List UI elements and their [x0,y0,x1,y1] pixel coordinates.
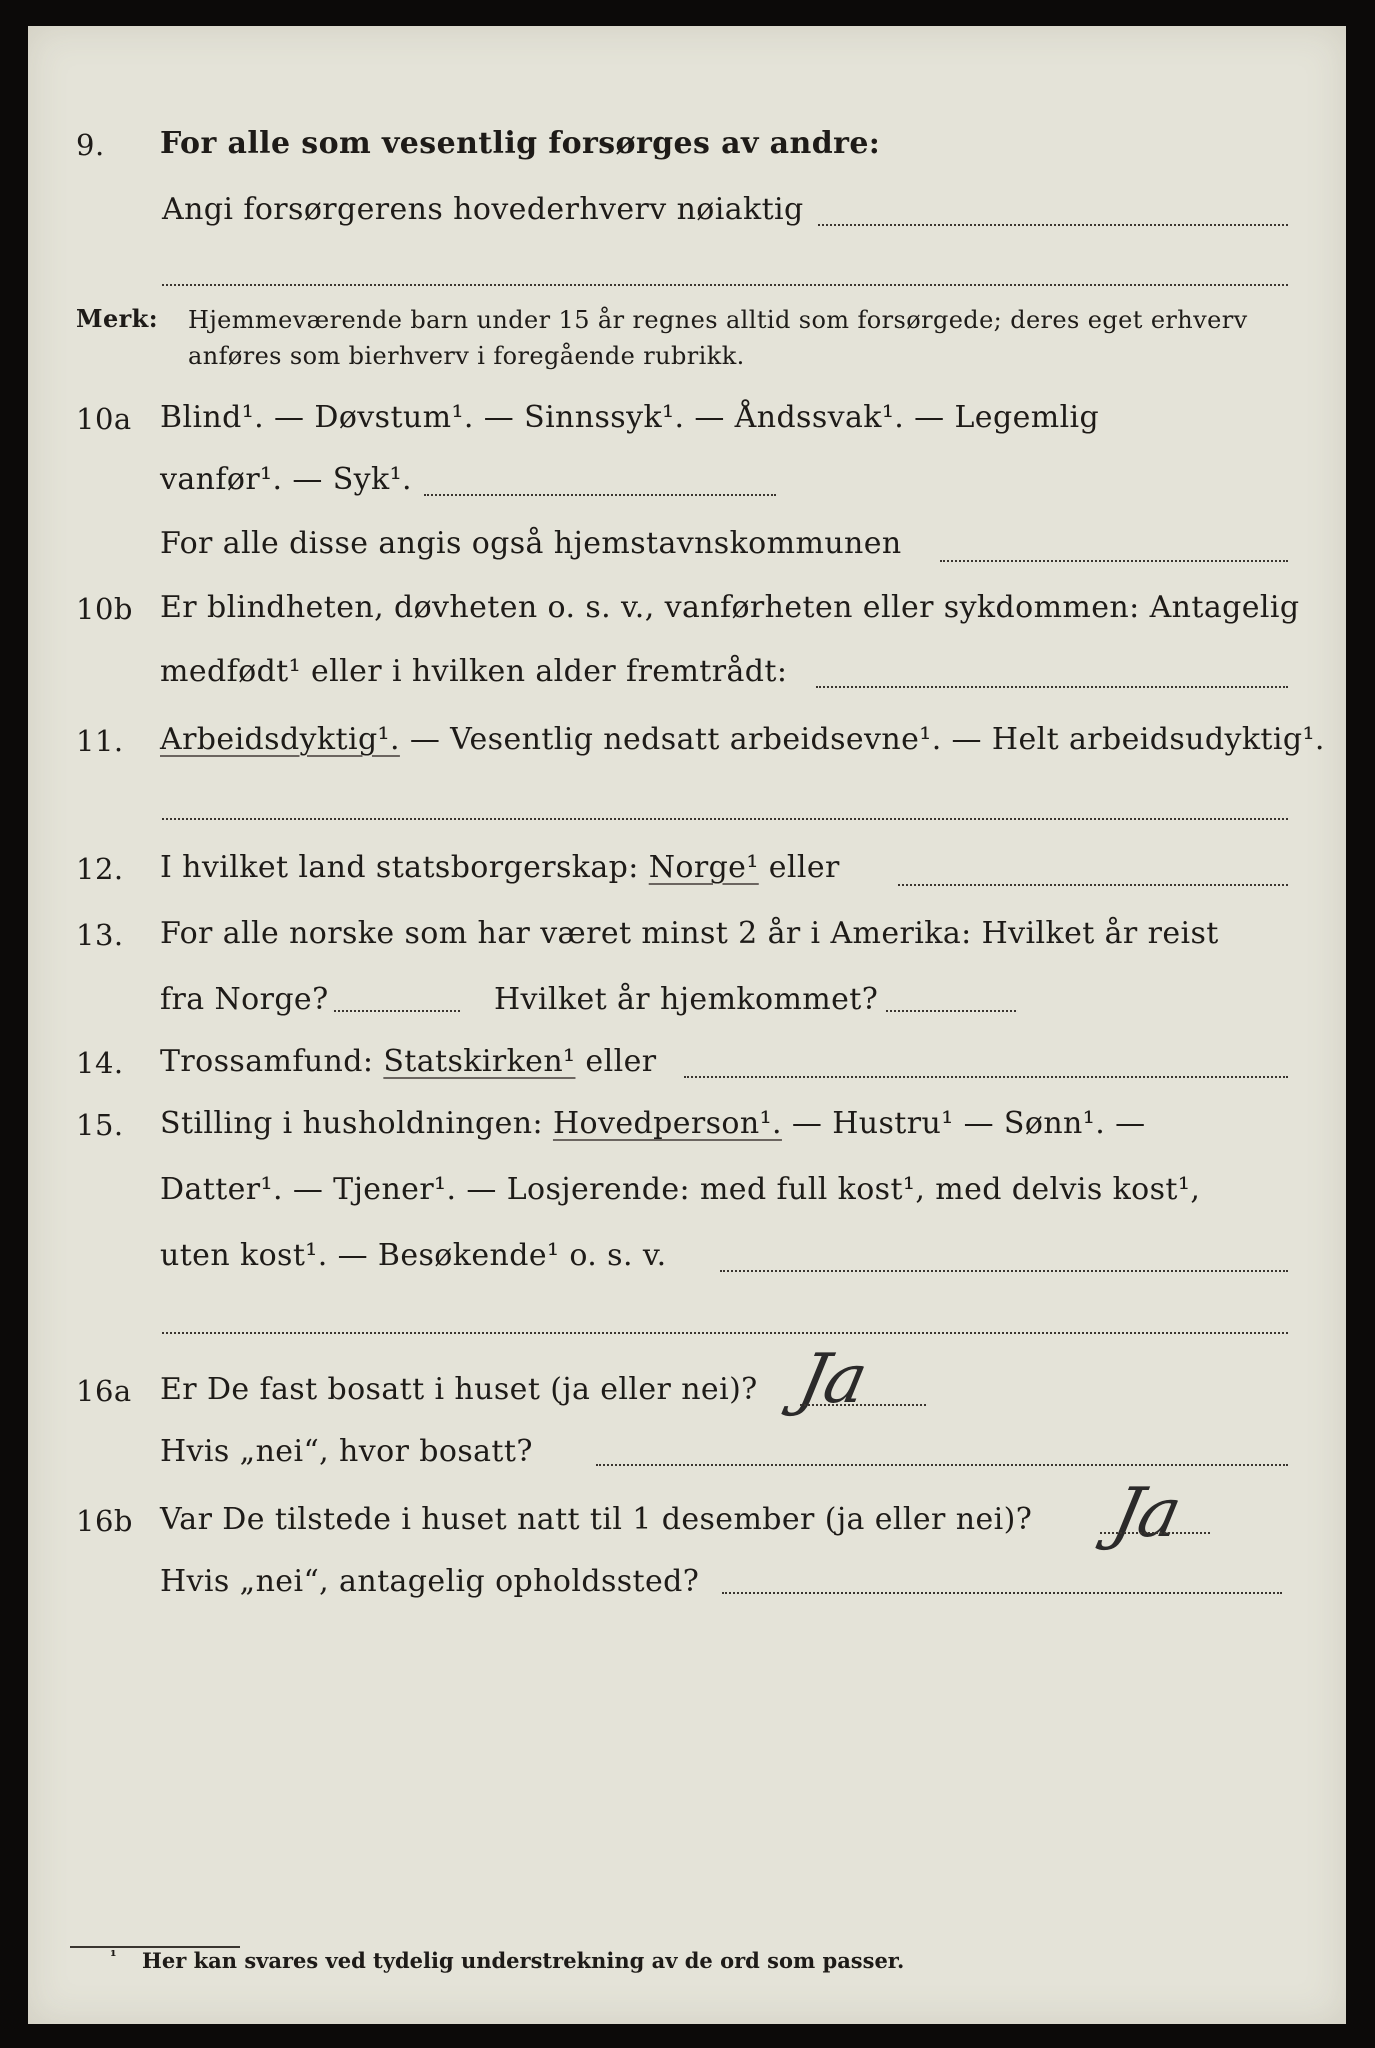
question-number: 15. [76,1108,124,1142]
answer-line[interactable] [162,1332,1288,1334]
answer-line[interactable] [722,1592,1282,1594]
answer-line[interactable] [596,1464,1288,1466]
option-hovedperson[interactable]: Hovedperson¹. [552,1106,782,1141]
question-text: For alle som vesentlig forsørges av andre: [160,126,881,161]
answer-line[interactable] [816,686,1288,688]
question-number: 9. [76,128,105,162]
question-number: 10b [76,592,133,626]
question-text: — Hustru¹ — Sønn¹. — [781,1106,1146,1141]
question-number: 10a [76,402,132,436]
answer-line[interactable] [818,224,1288,226]
question-text: Er De fast bosatt i huset (ja eller nei)? [160,1372,758,1407]
question-number: 13. [76,918,124,952]
question-text: medfødt¹ eller i hvilken alder fremtrådt: [160,654,788,689]
question-number: 16a [76,1374,132,1408]
answer-line[interactable] [162,284,1288,286]
handwritten-answer: Ja [791,1340,873,1419]
question-number: 12. [76,852,124,886]
answer-line[interactable] [940,560,1288,562]
answer-line[interactable] [424,494,776,496]
note-label: Merk: [76,304,158,333]
question-text: fra Norge? [160,982,329,1017]
question-text: Trossamfund: [160,1044,384,1079]
question-text: vanfør¹. — Syk¹. [160,462,412,497]
question-text: uten kost¹. — Besøkende¹ o. s. v. [160,1238,667,1273]
question-number: 16b [76,1504,133,1538]
question-text: Hvis „nei“, hvor bosatt? [160,1434,533,1469]
answer-line[interactable] [800,1404,926,1406]
question-text: eller [575,1044,657,1079]
note-text: Hjemmeværende barn under 15 år regnes alltid som forsørgede; deres eget erhverv [188,306,1248,334]
question-text: For alle norske som har været minst 2 år i Amerika: Hvilket år reist [160,916,1219,951]
footnote-text: Her kan svares ved tydelig understrekning av de ord som passer. [142,1948,905,1973]
answer-line[interactable] [886,1010,1016,1012]
answer-line[interactable] [684,1076,1288,1078]
answer-line[interactable] [720,1270,1288,1272]
question-text: Er blindheten, døvheten o. s. v., vanførheten eller sykdommen: Antagelig [160,590,1300,625]
question-text: Hvilket år hjemkommet? [494,982,879,1017]
option-arbeidsdyktig[interactable]: Arbeidsdyktig¹. [160,722,400,757]
question-text: Var De tilstede i huset natt til 1 desember (ja eller nei)? [160,1502,1033,1537]
answer-line[interactable] [1100,1532,1210,1534]
question-number: 14. [76,1046,124,1080]
footnote-mark: ¹ [110,1947,117,1965]
answer-line[interactable] [334,1010,460,1012]
option-norge[interactable]: Norge¹ [648,850,759,885]
question-number: 11. [76,724,124,758]
question-text: For alle disse angis også hjemstavnskommunen [160,526,902,561]
question-text: Angi forsørgerens hovederhverv nøiaktig [162,192,804,227]
answer-line[interactable] [162,818,1288,820]
question-text: eller [758,850,840,885]
question-text: Stilling i husholdningen: [160,1106,553,1141]
question-text: — Vesentlig nedsatt arbeidsevne¹. — Helt arbeidsudyktig¹. [399,722,1325,757]
question-text: I hvilket land statsborgerskap: [160,850,649,885]
answer-line[interactable] [898,884,1288,886]
note-text: anføres som bierhverv i foregående rubrikk. [188,342,745,370]
question-text: Hvis „nei“, antagelig opholdssted? [160,1564,700,1599]
handwritten-answer: Ja [1105,1474,1187,1553]
option-statskirken[interactable]: Statskirken¹ [383,1044,576,1079]
question-text: Datter¹. — Tjener¹. — Losjerende: med full kost¹, med delvis kost¹, [160,1172,1201,1207]
question-text: Blind¹. — Døvstum¹. — Sinnssyk¹. — Åndssvak¹. — Legemlig [160,400,1100,435]
